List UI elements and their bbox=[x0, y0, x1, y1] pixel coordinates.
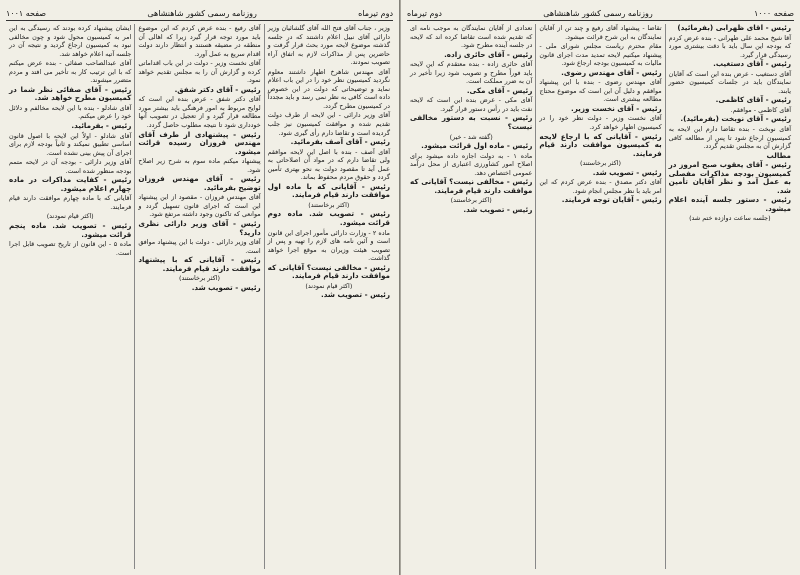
left-page-number: صفحه ۱۰۰۱ bbox=[6, 8, 47, 18]
paragraph: آقای مهندس فروزان - مقصود از این پیشنهاد این است که اجرای قانون تسهیل گردد و موانعی که تاکنون وجود داشته مرتفع شود. bbox=[138, 193, 261, 219]
paragraph: (جلسه ساعت دوازده ختم شد) bbox=[689, 214, 771, 223]
paragraph: آقای نوبخت - بنده تقاضا دارم این لایحه به کمیسیون ارجاع شود تا پس از مطالعه کافی گزارش آن به مجلس تقدیم گردد. bbox=[668, 125, 791, 151]
paragraph: رئیس - تصویب شد. ماده دوم قرائت میشود. bbox=[267, 209, 390, 228]
paragraph: (اکثر برخاستند) bbox=[308, 200, 350, 209]
paragraph: رئیس - آقای مهندس رضوی. bbox=[561, 67, 662, 77]
paragraph: پیشنهاد میکنم ماده سوم به شرح زیر اصلاح شود. bbox=[138, 157, 261, 174]
paragraph: آقای مهندس شاهرخ اظهار داشتند معلوم نگردید کمیسیون نظر خود را در این باب اعلام نماید و توضیحاتی که دولت در این خصوص داده است کافی به نظر نمی رسد و باید مجدداً در کمیسیون مطرح گردد. bbox=[267, 67, 390, 110]
paragraph: (گفته شد - خیر) bbox=[449, 132, 493, 141]
paragraph: رئیس - ماده اول قرائت میشود. bbox=[421, 141, 533, 151]
paragraph: آقای وزیر دارائی - بودجه آن در لایحه متمم بودجه منظور شده است. bbox=[9, 158, 132, 175]
left-column-1 bbox=[264, 24, 393, 569]
paragraph: تقاضا - پیشنهاد آقای رفیع و چند تن از آقایان نمایندگان به این شرح قرائت میشود. bbox=[539, 24, 662, 41]
paragraph: ماده ۵ - این قانون از تاریخ تصویب قابل اجرا است. bbox=[9, 240, 132, 257]
paragraph: رئیس - آقای نخست وزیر. bbox=[570, 103, 662, 113]
right-column-2 bbox=[535, 24, 664, 569]
paragraph: (اکثر قیام نمودند) bbox=[305, 281, 353, 290]
paragraph: آقای مکی - عرض بنده این است که لایحه نفت باید در رأس دستور قرار گیرد. bbox=[410, 96, 533, 113]
paragraph: آقای شادلو - اولاً این لایحه با اصول قانون اساسی تطبیق نمیکند و ثانیاً بودجه لازم برای اجرای آن پیش بینی نشده است. bbox=[9, 131, 132, 157]
paragraph: ماده ۲ - وزارت دارائی مأمور اجرای این قانون است و آئین نامه های لازم را تهیه و پس از تصویب هیئت وزیران به موقع اجرا خواهد گذاشت. bbox=[267, 228, 390, 263]
paragraph: رئیس - آقای یعقوب صبح امروز در کمیسیون بودجه مذاکرات مفصلی به عمل آمد و نظر آقایان تأمین شد. bbox=[668, 160, 791, 195]
paragraph: (اکثر برخاستند) bbox=[579, 159, 622, 168]
left-page-header bbox=[6, 6, 393, 21]
paragraph: رئیس - آقای آصف بفرمائید. bbox=[290, 137, 390, 147]
paragraph: رئیس - آقای نوبخت (بفرمائید). bbox=[680, 114, 791, 124]
paragraph: آقای وزیر دارائی - دولت با این پیشنهاد موافق است. bbox=[138, 238, 261, 255]
paragraph: رئیس - دستور جلسه آینده اعلام میشود. bbox=[668, 195, 791, 213]
right-page bbox=[401, 0, 800, 575]
paragraph: آقای دکتر مصدق - بنده عرض کردم که این امر باید با نظر مجلس انجام شود. bbox=[539, 178, 662, 195]
paragraph: (اکثر برخاستند) bbox=[450, 196, 492, 205]
paragraph: آقای وزیر دارائی - این لایحه از طرف دولت تقدیم شده و موافقت کمیسیون نیز جلب گردیده است و تقاضا دارم رأی گیری شود. bbox=[267, 111, 390, 137]
paragraph: رئیس - آقای ظهرابی (بفرمائید) bbox=[677, 24, 791, 32]
paragraph: آقای مهندس رضوی - بنده با این پیشنهاد موافقم و دلیل آن این است که موضوع محتاج مطالعه بیشتری است. bbox=[539, 78, 662, 104]
paragraph: رئیس - تصویب شد. ماده پنجم قرائت میشود. bbox=[9, 221, 132, 239]
paragraph: رئیس - مخالفی نیست؟ آقایانی که موافقت دارند قیام فرمایند. bbox=[410, 177, 533, 195]
paragraph: رئیس - آقای دستغیب. bbox=[713, 59, 791, 69]
paragraph: آقای نخست وزیر - دولت نظر خود را در کمیسیون اظهار خواهد کرد. bbox=[539, 114, 662, 132]
paragraph: رئیس - آقای دکتر شفق. bbox=[174, 84, 261, 94]
paragraph: وزیر ، جناب آقای فتح الله آقای گلشائیان وزیر دارائی آقای نبیل اعلام داشتند که در جلسه گذشته موضوع لایحه مورد بحث قرار گرفت و حاضرین پس از مذاکرات لازم به اتفاق آراء تصویب نمودند. bbox=[267, 24, 390, 67]
paragraph: رئیس - آقایان توجه فرمایند. bbox=[561, 195, 662, 205]
paragraph: مقام محترم ریاست مجلس شورای ملی - پیشنهاد میکنیم لایحه تمدید مدت اجرای قانون مالیات به کمیسیون بودجه ارجاع شود. bbox=[539, 42, 662, 68]
paragraph: آقای آصف - بنده با اصل این لایحه موافقم ولی تقاضا دارم که در مواد آن اصلاحاتی به عمل آید تا مقصود دولت به نحو بهتری تأمین گردد و حقوق مردم محفوظ بماند. bbox=[267, 147, 390, 182]
paragraph: آقای نخست وزیر - دولت در این باب اقداماتی کرده و گزارش آن را به مجلس تقدیم خواهد نمود. bbox=[138, 59, 261, 85]
paragraph: ماده ۱ - به دولت اجازه داده میشود برای اصلاح امور کشاورزی اعتباری از محل درآمد عمومی اختصاص دهد. bbox=[410, 151, 533, 177]
right-column-3 bbox=[407, 24, 535, 569]
right-column-1 bbox=[665, 24, 794, 569]
paragraph: آقای دکتر شفق - عرض بنده این است که لوایح مربوط به امور فرهنگی باید بیشتر مورد مطالعه قرار گیرد و از تعجیل در تصویب آنها خودداری شود تا نتیجه مطلوب حاصل گردد. bbox=[138, 95, 261, 130]
paragraph: (اکثر قیام نمودند) bbox=[46, 212, 94, 221]
paragraph: رئیس - آقای مهندس فروزان توضیح بفرمائید. bbox=[138, 174, 261, 192]
paragraph: رئیس - تصویب شد. bbox=[191, 282, 261, 292]
paragraph: رئیس - آقایانی که با ماده اول موافقت دارند قیام فرمایند. bbox=[267, 181, 390, 200]
paragraph: ایشان پیشنهاد کرده بودند که رسیدگی به این امر به کمیسیون محول شود و چون مخالفی نبود به کمیسیون ارجاع گردید و نتیجه آن در جلسه آتیه اعلام خواهد شد. bbox=[9, 24, 132, 58]
right-page-header bbox=[407, 6, 794, 21]
paragraph: رئیس - آقایانی که با پیشنهاد موافقت دارند قیام فرمایند. bbox=[138, 255, 261, 273]
left-column-2 bbox=[134, 24, 263, 569]
paragraph: رئیس - آقایانی که با ارجاع لایحه به کمیسیون موافقت دارند قیام فرمایند. bbox=[539, 131, 662, 158]
paragraph: رئیس - آقای مکی. bbox=[466, 85, 533, 95]
paragraph: آقای کاظمی - موافقم. bbox=[730, 105, 791, 114]
paragraph: آقایانی که با ماده چهارم موافقت دارند قیام فرمایند. bbox=[9, 194, 132, 211]
paragraph: رئیس - نسبت به دستور مخالفی نیست؟ bbox=[410, 113, 533, 132]
paragraph: آقای رفیع - بنده عرض کردم که این موضوع باید مورد توجه قرار گیرد زیرا که اهالی آن منطقه در مضیقه هستند و انتظار دارند دولت اقدام سریع به عمل آورد. bbox=[138, 24, 261, 58]
left-page-masthead: روزنامه رسمی کشور شاهنشاهی bbox=[147, 8, 257, 18]
left-page-date: دوم تیرماه bbox=[358, 8, 393, 18]
paragraph: رئیس - تصویب شد. bbox=[463, 204, 533, 214]
paragraph: رئیس - آقای حائری زاده. bbox=[444, 49, 533, 59]
paragraph: رئیس - مخالفی نیست؟ آقایانی که موافقت دارند قیام فرمایند. bbox=[267, 262, 390, 281]
paragraph: آقا شیخ محمد علی طهرانی - بنده عرض کردم که بودجه این سال باید با دقت بیشتری مورد رسیدگی قرار گیرد. bbox=[668, 33, 791, 59]
paragraph: (اکثر برخاستند) bbox=[178, 274, 221, 283]
paragraph: رئیس - تصویب شد. bbox=[321, 290, 390, 300]
left-column-3 bbox=[6, 24, 134, 569]
right-page-columns bbox=[407, 24, 794, 569]
paragraph: رئیس - آقای وزیر دارائی نظری دارید؟ bbox=[138, 219, 261, 237]
paragraph: تعدادی از آقایان نمایندگان به موجب نامه ای که تقدیم شده است تقاضا کرده اند که لایحه در جلسه آینده مطرح شود. bbox=[410, 24, 533, 50]
left-page bbox=[0, 0, 399, 575]
left-page-columns bbox=[6, 24, 393, 569]
paragraph: آقای عبدالصاحب صفائی - بنده عرض میکنم که با این ترتیب کار به تأخیر می افتد و مردم متضرر میشوند. bbox=[9, 59, 132, 85]
paragraph: آقای حائری زاده - بنده معتقدم که این لایحه باید فوراً مطرح و تصویب شود زیرا تأخیر در آن به ضرر مملکت است. bbox=[410, 60, 533, 86]
paragraph: رئیس - پیشنهادی از طرف آقای مهندس فروزان رسیده قرائت میشود. bbox=[138, 129, 261, 156]
paragraph: رئیس - بفرمائید. bbox=[71, 121, 132, 131]
paragraph: رئیس - آقای کاظمی. bbox=[715, 95, 791, 105]
right-page-date: دوم تیرماه bbox=[407, 8, 442, 18]
paragraph: رئیس - آقای صفائی نظر شما در کمیسیون مطرح خواهد شد. bbox=[9, 84, 132, 103]
paragraph: آقای شادلو - بنده با این لایحه مخالفم و دلائل خود را عرض میکنم. bbox=[9, 103, 132, 121]
paragraph: رئیس - کفایت مذاکرات در ماده چهارم اعلام میشود. bbox=[9, 175, 132, 193]
paragraph: آقای دستغیب - عرض بنده این است که آقایان نمایندگان باید در جلسات کمیسیون حضور یابند. bbox=[668, 69, 791, 95]
right-page-masthead: روزنامه رسمی کشور شاهنشاهی bbox=[543, 8, 653, 18]
paragraph: مطالب bbox=[766, 150, 791, 160]
paragraph: رئیس - تصویب شد. bbox=[592, 167, 662, 177]
right-page-number: صفحه ۱۰۰۰ bbox=[753, 8, 794, 18]
